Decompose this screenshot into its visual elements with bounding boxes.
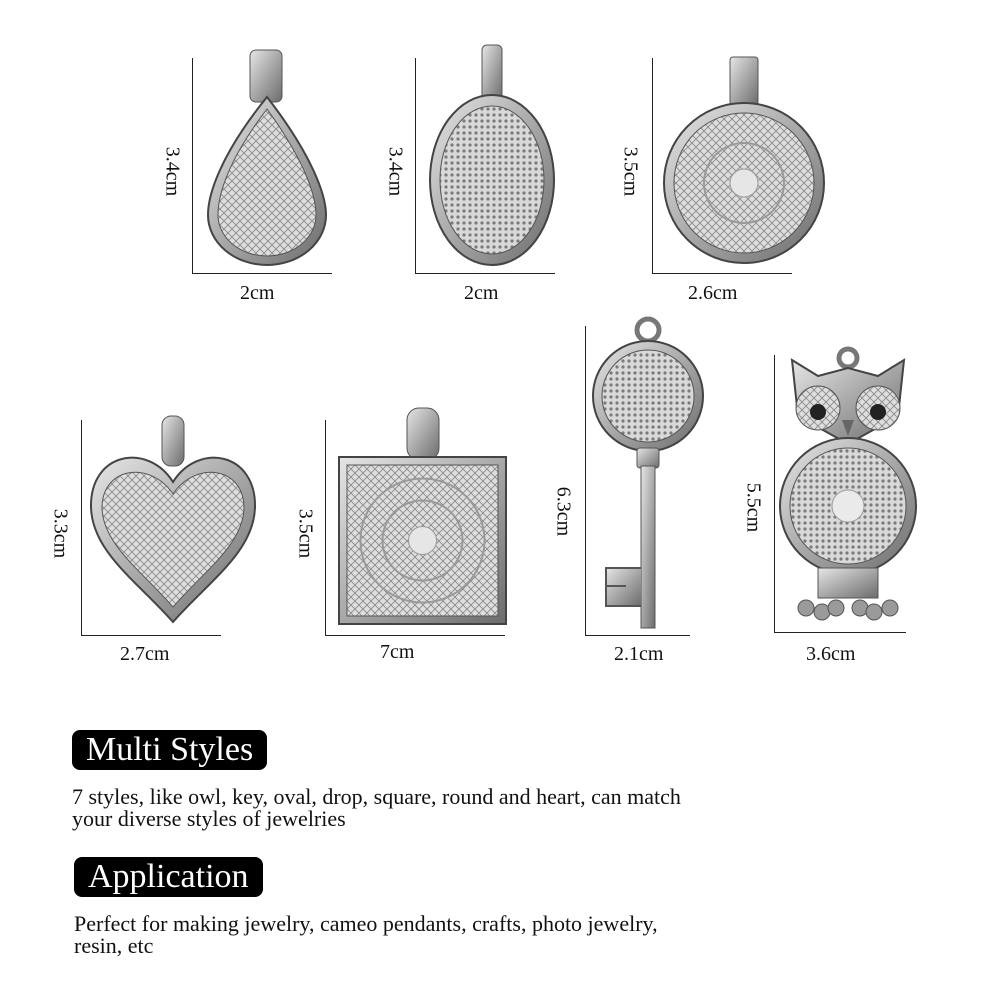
heart-height-label: 3.3cm xyxy=(49,508,72,559)
owl-width-label: 3.6cm xyxy=(806,643,856,665)
key-pendant-image xyxy=(590,316,705,634)
square-width-label: 7cm xyxy=(380,641,415,663)
multi-styles-line-2: your diverse styles of jewelries xyxy=(72,806,346,831)
drop-width-label: 2cm xyxy=(240,282,275,304)
oval-height-label: 3.4cm xyxy=(384,146,407,197)
square-pendant-image xyxy=(335,405,510,627)
application-badge: Application xyxy=(74,857,263,897)
owl-height-label: 5.5cm xyxy=(742,482,765,533)
key-height-label: 6.3cm xyxy=(552,486,575,537)
round-pendant-image xyxy=(660,55,825,267)
application-description xyxy=(74,913,874,957)
round-width-label: 2.6cm xyxy=(688,282,738,304)
heart-pendant-image xyxy=(88,412,263,627)
application-line-2: resin, etc xyxy=(74,933,154,958)
application-line-1: Perfect for making jewelry, cameo pendants, crafts, photo jewelry, xyxy=(74,911,658,936)
multi-styles-line-1: 7 styles, like owl, key, oval, drop, square, round and heart, can match xyxy=(72,784,681,809)
heart-width-label: 2.7cm xyxy=(120,643,170,665)
round-height-label: 3.5cm xyxy=(619,146,642,197)
owl-pendant-image xyxy=(778,346,918,631)
key-width-label: 2.1cm xyxy=(614,643,664,665)
oval-width-label: 2cm xyxy=(464,282,499,304)
multi-styles-badge: Multi Styles xyxy=(72,730,267,770)
drop-pendant-image xyxy=(200,45,335,270)
oval-pendant-image xyxy=(425,40,560,270)
multi-styles-description xyxy=(72,786,872,830)
drop-height-label: 3.4cm xyxy=(161,146,184,197)
square-height-label: 3.5cm xyxy=(294,508,317,559)
